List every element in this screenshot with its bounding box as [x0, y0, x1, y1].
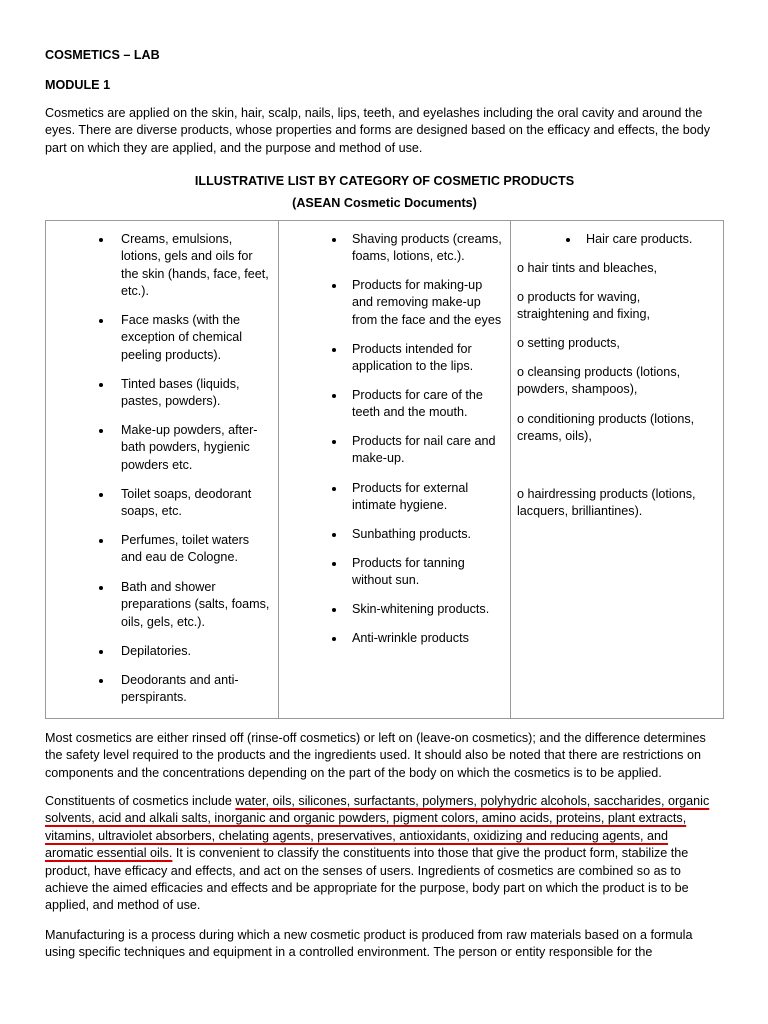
bullet-icon — [332, 562, 336, 566]
bullet-icon — [332, 440, 336, 444]
bullet-icon — [566, 238, 570, 242]
list-item: o products for waving, straightening and fixing, — [517, 290, 651, 322]
list-item: Anti-wrinkle products — [352, 630, 504, 647]
bullet-icon — [99, 586, 103, 590]
list-item: Make-up powders, after-bath powders, hygienic powders etc. — [121, 422, 271, 474]
manufacturing-paragraph: Manufacturing is a process during which a new cosmetic product is produced from raw materials based on a formula using specific techniques and equipment in a controlled environment. The person or entity responsible for the — [45, 928, 693, 960]
bullet-icon — [332, 487, 336, 491]
list-item: Sunbathing products. — [352, 526, 504, 543]
list-item: o cleansing products (lotions, powders, shampoos), — [517, 365, 681, 397]
category-table — [45, 220, 724, 719]
list-item: Products for making-up and removing make-up from the face and the eyes — [352, 277, 504, 329]
bullet-icon — [99, 383, 103, 387]
list-item: Products for external intimate hygiene. — [352, 480, 504, 515]
list-subtitle: (ASEAN Cosmetic Documents) — [292, 196, 477, 210]
list-item: Skin-whitening products. — [352, 601, 504, 618]
bullet-icon — [332, 238, 336, 242]
column-divider — [510, 221, 511, 718]
list-item: Products for tanning without sun. — [352, 555, 504, 590]
bullet-icon — [99, 319, 103, 323]
list-item: Products intended for application to the lips. — [352, 341, 504, 376]
list-item: o setting products, — [517, 336, 620, 350]
bullet-icon — [332, 637, 336, 641]
bullet-icon — [332, 284, 336, 288]
list-item: Shaving products (creams, foams, lotions, etc.). — [352, 231, 504, 266]
list-item: Products for care of the teeth and the mouth. — [352, 387, 504, 422]
module-heading: MODULE 1 — [45, 78, 111, 92]
bullet-icon — [99, 493, 103, 497]
list-item: o hair tints and bleaches, — [517, 261, 658, 275]
bullet-icon — [99, 238, 103, 242]
bullet-icon — [99, 429, 103, 433]
bullet-icon — [332, 608, 336, 612]
list-title: ILLUSTRATIVE LIST BY CATEGORY OF COSMETIC PRODUCTS — [194, 174, 575, 188]
constituents-paragraph: Constituents of cosmetics include water, oils, silicones, surfactants, polymers, polyhydric alcohols, saccharides, organic solvents, acid and alkali salts, inorganic and organic powders, pigment colors, amino acids, proteins, plant extracts, vitamins, ultraviolet absorbers, chelating agents, preservatives, antioxidants, oxidizing and reducing agents, and aromatic essential oils. It is convenient to classify the constituents into those that give the product form, stabilize the product, have efficacy and effects, and act on the senses of users. Ingredients of cosmetics are combined so as to achieve the aimed efficacies and effects and be appropriate for the purpose, body part on which the product is to be applied, and method of use. — [45, 794, 710, 913]
rinse-paragraph: Most cosmetics are either rinsed off (rinse-off cosmetics) or left on (leave-on cosmetics); and the difference determines the safety level required to the products and the ingredients used. It should also be noted that there are restrictions on components and the concentrations depending on the part of the body on which the cosmetics is to be applied. — [45, 731, 706, 780]
list-item: o conditioning products (lotions, creams, oils), — [517, 412, 695, 444]
list-item: Toilet soaps, deodorant soaps, etc. — [121, 486, 271, 521]
list-item: o hairdressing products (lotions, lacquers, brilliantines). — [517, 487, 696, 519]
column-divider — [278, 221, 279, 718]
list-item: Tinted bases (liquids, pastes, powders). — [121, 376, 271, 411]
bullet-icon — [99, 679, 103, 683]
list-item: Creams, emulsions, lotions, gels and oils for the skin (hands, face, feet, etc.). — [121, 231, 271, 301]
list-item: Deodorants and anti-perspirants. — [121, 672, 271, 707]
list-item: Products for nail care and make-up. — [352, 433, 504, 468]
list-item: Bath and shower preparations (salts, foams, oils, gels, etc.). — [121, 579, 271, 631]
bullet-icon — [332, 394, 336, 398]
bullet-icon — [332, 348, 336, 352]
list-item: Perfumes, toilet waters and eau de Cologne. — [121, 532, 271, 567]
constituents-underlined: water, oils, silicones, surfactants, polymers, polyhydric alcohols, saccharides, organic solvents, acid and alkali salts, inorganic and organic powders, pigment colors, amino acids, proteins, plant extracts, vitamins, ultraviolet absorbers, chelating agents, preservatives, antioxidants, oxidizing and reducing agents, and aromatic essential oils. — [45, 794, 710, 861]
list-item: Hair care products. — [586, 231, 721, 248]
intro-paragraph: Cosmetics are applied on the skin, hair, scalp, nails, lips, teeth, and eyelashes including the oral cavity and around the eyes. There are diverse products, whose properties and forms are designed based on the efficacy and effects, the body part on which they are applied, and the purpose and method of use. — [45, 106, 711, 155]
list-item: Depilatories. — [121, 643, 271, 660]
bullet-icon — [99, 539, 103, 543]
list-item: Face masks (with the exception of chemical peeling products). — [121, 312, 271, 364]
bullet-icon — [99, 650, 103, 654]
doc-heading: COSMETICS – LAB — [45, 48, 160, 62]
bullet-icon — [332, 533, 336, 537]
